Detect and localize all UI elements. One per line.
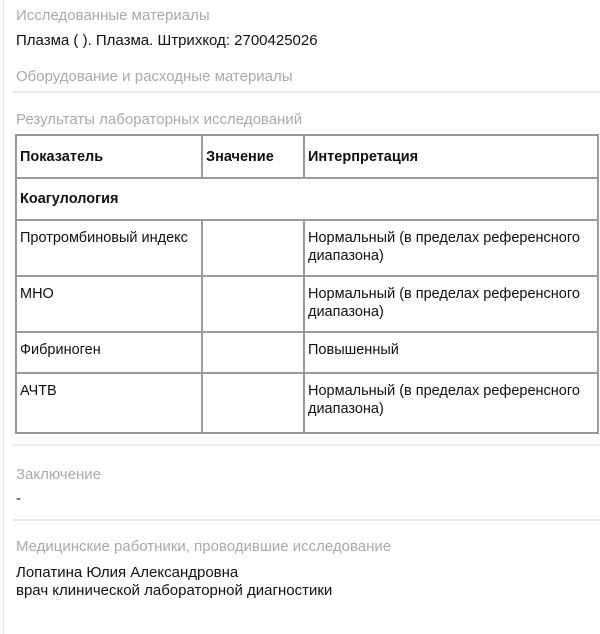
row-value <box>202 373 304 433</box>
row-value <box>202 276 304 332</box>
staff-name: Лопатина Юлия Александровна <box>16 564 239 581</box>
row-value <box>202 220 304 276</box>
row-value <box>202 332 304 373</box>
table-row <box>16 373 598 433</box>
row-name: АЧТВ <box>16 373 202 433</box>
table-header <box>16 135 598 178</box>
row-interpretation: Нормальный (в пределах референсного диапазона) <box>304 220 598 276</box>
row-name: МНО <box>16 276 202 332</box>
conclusion-label: Заключение <box>16 466 101 483</box>
divider <box>12 444 600 446</box>
results-table <box>15 134 599 434</box>
category-row <box>16 178 598 220</box>
category-label: Коагулология <box>16 178 598 220</box>
row-interpretation: Нормальный (в пределах референсного диапазона) <box>304 373 598 433</box>
divider <box>12 91 600 93</box>
column-header: Интерпретация <box>304 135 598 178</box>
row-interpretation: Повышенный <box>304 332 598 373</box>
conclusion-value: - <box>16 490 21 507</box>
row-interpretation: Нормальный (в пределах референсного диапазона) <box>304 276 598 332</box>
staff-position: врач клинической лабораторной диагностики <box>16 582 333 599</box>
row-name: Протромбиновый индекс <box>16 220 202 276</box>
table-row <box>16 332 598 373</box>
materials-label: Исследованные материалы <box>16 7 210 24</box>
materials-value: Плазма ( ). Плазма. Штрихкод: 2700425026 <box>16 32 318 49</box>
table-row <box>16 276 598 332</box>
staff-label: Медицинские работники, проводившие исследование <box>16 538 392 555</box>
column-header: Значение <box>202 135 304 178</box>
table-row <box>16 220 598 276</box>
divider <box>12 519 600 521</box>
row-name: Фибриноген <box>16 332 202 373</box>
page-edge <box>3 0 4 634</box>
equipment-label: Оборудование и расходные материалы <box>16 68 293 85</box>
column-header: Показатель <box>16 135 202 178</box>
results-label: Результаты лабораторных исследований <box>16 111 303 128</box>
